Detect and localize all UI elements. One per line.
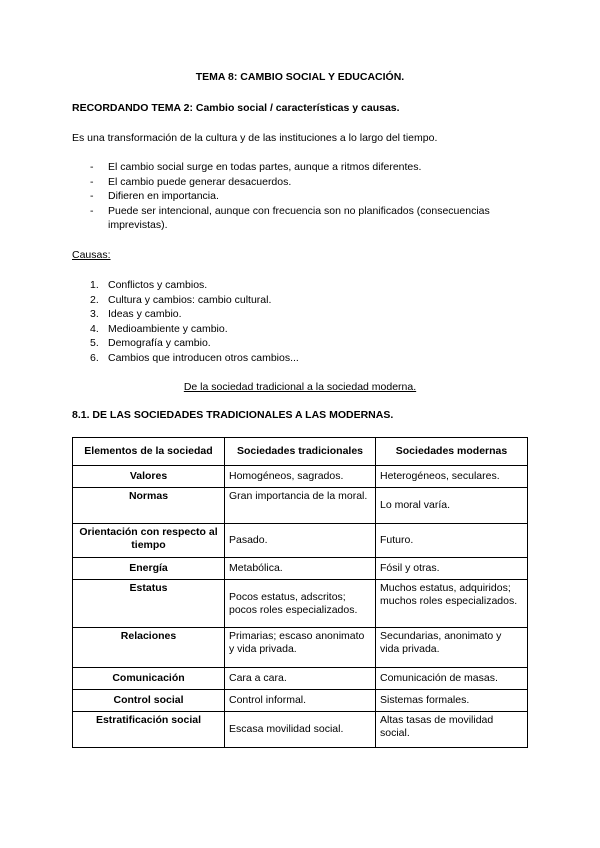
table-row bbox=[73, 488, 528, 524]
table-cell: Secundarias, anonimato y vida privada. bbox=[376, 628, 528, 668]
list-item: - Difieren en importancia. bbox=[90, 190, 219, 202]
table-cell: Sistemas formales. bbox=[376, 690, 528, 712]
list-item: 2. Cultura y cambios: cambio cultural. bbox=[90, 293, 272, 306]
table-cell-element: Energía bbox=[73, 558, 225, 580]
section-heading: 8.1. DE LAS SOCIEDADES TRADICIONALES A LAS MODERNAS. bbox=[72, 409, 394, 421]
table-cell: Primarias; escaso anonimato y vida privada. bbox=[225, 628, 376, 668]
list-item: - El cambio social surge en todas partes, aunque a ritmos diferentes. bbox=[90, 161, 422, 173]
table-row bbox=[73, 712, 528, 748]
table-header: Sociedades tradicionales bbox=[225, 438, 376, 466]
table-header: Sociedades modernas bbox=[376, 438, 528, 466]
table-cell-element: Control social bbox=[73, 690, 225, 712]
table-row bbox=[73, 628, 528, 668]
table-cell: Cara a cara. bbox=[225, 668, 376, 690]
table-cell: Fósil y otras. bbox=[376, 558, 528, 580]
table-cell-element: Valores bbox=[73, 466, 225, 488]
list-item: 3. Ideas y cambio. bbox=[90, 308, 182, 320]
list-item: 5. Demografía y cambio. bbox=[90, 337, 211, 349]
list-item: - El cambio puede generar desacuerdos. bbox=[90, 175, 292, 188]
table-cell: Control informal. bbox=[225, 690, 376, 712]
table-row bbox=[73, 690, 528, 712]
table-cell: Homogéneos, sagrados. bbox=[225, 466, 376, 488]
list-item-continuation: imprevistas). bbox=[108, 219, 168, 231]
table-row bbox=[73, 668, 528, 690]
page-title: TEMA 8: CAMBIO SOCIAL Y EDUCACIÓN. bbox=[195, 71, 405, 83]
table-row bbox=[73, 580, 528, 628]
table-cell: Gran importancia de la moral. bbox=[225, 488, 376, 524]
recap-heading: RECORDANDO TEMA 2: Cambio social / características y causas. bbox=[72, 102, 400, 114]
list-item: 1. Conflictos y cambios. bbox=[90, 279, 208, 291]
table-cell-element: Estratificación social bbox=[73, 712, 225, 748]
table-cell-element: Estatus bbox=[73, 580, 225, 628]
table-cell: Lo moral varía. bbox=[376, 488, 528, 524]
table-row bbox=[73, 524, 528, 558]
table-cell-element: Comunicación bbox=[73, 668, 225, 690]
table-cell: Futuro. bbox=[376, 524, 528, 558]
definition-text: Es una transformación de la cultura y de las instituciones a lo largo del tiempo. bbox=[72, 132, 438, 144]
table-cell: Heterogéneos, seculares. bbox=[376, 466, 528, 488]
section-subtitle: De la sociedad tradicional a la sociedad moderna. bbox=[183, 381, 417, 393]
table-cell: Pasado. bbox=[225, 524, 376, 558]
table-cell-element: Relaciones bbox=[73, 628, 225, 668]
list-item: 6. Cambios que introducen otros cambios... bbox=[90, 351, 299, 364]
table-cell: Pocos estatus, adscritos; pocos roles especializados. bbox=[225, 580, 376, 628]
table-cell: Escasa movilidad social. bbox=[225, 712, 376, 748]
list-item: 4. Medioambiente y cambio. bbox=[90, 322, 228, 335]
causes-label: Causas: bbox=[72, 249, 111, 261]
table-row bbox=[73, 466, 528, 488]
table-row bbox=[73, 558, 528, 580]
causes-list bbox=[72, 278, 532, 365]
table-header-row bbox=[73, 438, 528, 466]
table-cell-element: Orientación con respecto al tiempo bbox=[73, 524, 225, 558]
list-item: - Puede ser intencional, aunque con frecuencia son no planificados (consecuencias bbox=[90, 204, 490, 217]
table-cell: Altas tasas de movilidad social. bbox=[376, 712, 528, 748]
table-header: Elementos de la sociedad bbox=[73, 438, 225, 466]
characteristics-list bbox=[72, 160, 532, 233]
table-cell-element: Normas bbox=[73, 488, 225, 524]
table-cell: Comunicación de masas. bbox=[376, 668, 528, 690]
table-cell: Metabólica. bbox=[225, 558, 376, 580]
comparison-table bbox=[72, 437, 528, 748]
table-cell: Muchos estatus, adquiridos; muchos roles especializados. bbox=[376, 580, 528, 628]
